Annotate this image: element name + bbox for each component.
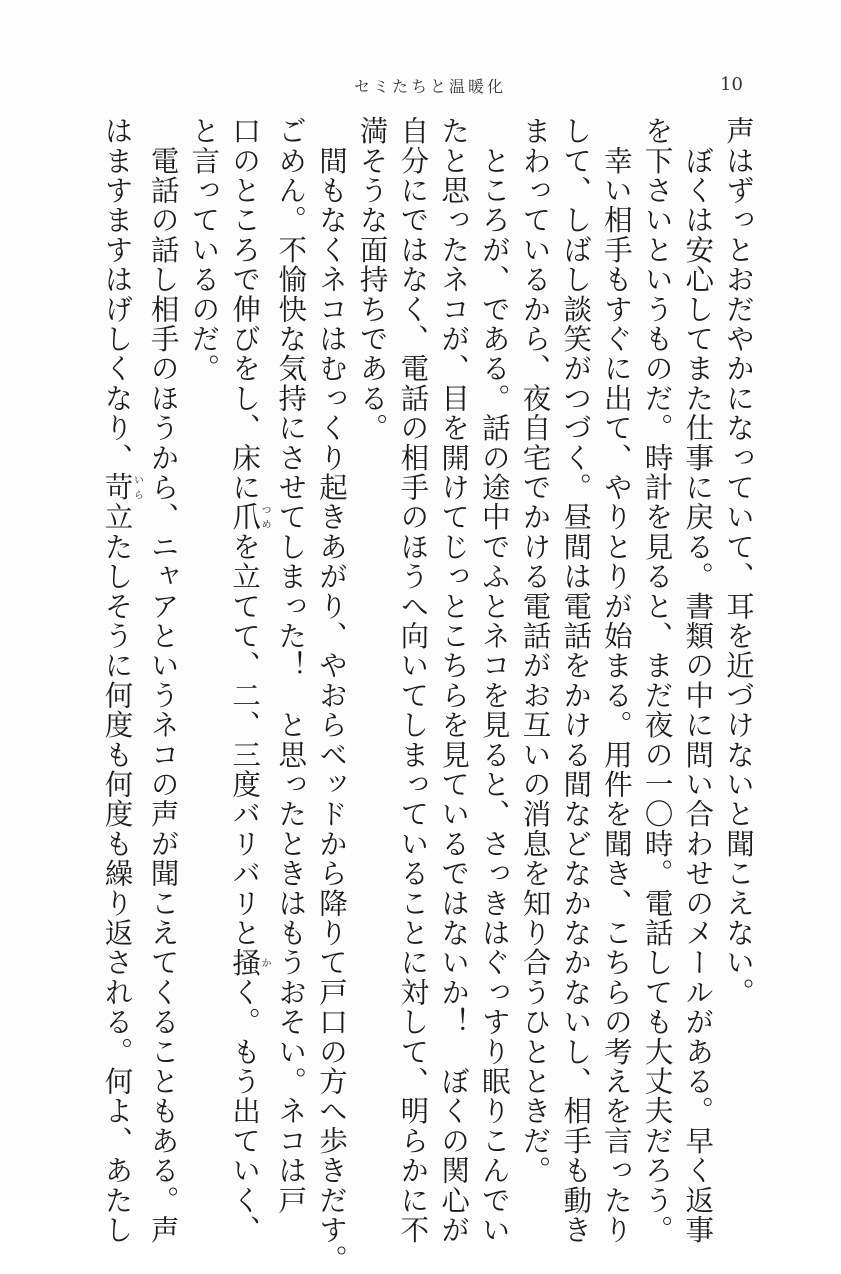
- running-head: セミたちと温暖化: [353, 77, 506, 96]
- text-segment: を立てて、二、三度バリバリと: [228, 531, 262, 948]
- text-line: [223, 116, 271, 1245]
- text-line: ごめん。不愉快な気持にさせてしまった！ と思ったときはもうおそい。ネコは戸: [274, 116, 308, 1215]
- ruby-base: 掻: [228, 947, 262, 978]
- text-segment: 立たしそうに何度も何度も繰り返される。何よ、あたし: [100, 502, 134, 1245]
- text-line: 間もなくネコはむっくり起きあがり、やおらベッドから降りて戸口の方へ歩きだす。: [314, 116, 348, 1274]
- ruby-annotation: [228, 947, 271, 978]
- ruby-reading: か: [259, 947, 271, 978]
- text-line: して、しばし談笑がつづく。昼間は電話をかける間などなかなかないし、相手も動き: [559, 116, 593, 1245]
- text-line: を下さいというものだ。時計を見ると、まだ夜の一〇時。電話しても大丈夫だろう。: [640, 116, 674, 1245]
- text-line: たと思ったネコが、目を開けてじっとこちらを見ているではないか！ ぼくの関心が: [437, 116, 471, 1245]
- text-line: ぼくは安心してまた仕事に戻る。書類の中に問い合わせのメールがある。早く返事: [681, 116, 715, 1245]
- ruby-annotation: [100, 472, 143, 503]
- text-line: [96, 116, 143, 1245]
- body-text: [100, 116, 758, 1274]
- text-line: 自分にではなく、電話の相手のほうへ向いてしまっていることに対して、明らかに不: [396, 116, 430, 1245]
- ruby-annotation: [228, 502, 271, 532]
- text-line: 声はずっとおだやかになっていて、耳を近づけないと聞こえない。: [722, 116, 755, 1007]
- text-line: まわっているから、夜自宅でかける電話がお互いの消息を知り合うひとときだ。: [518, 116, 552, 1186]
- text-segment: 口のところで伸びをし、床に: [228, 116, 262, 503]
- text-line: と言っているのだ。: [187, 116, 221, 384]
- ruby-base: 苛: [100, 472, 134, 503]
- text-line: 電話の話し相手のほうから、ニャアというネコの声が聞こえてくることもある。声: [146, 116, 180, 1245]
- text-segment: く。もう出ていく、: [228, 977, 262, 1245]
- text-line: 幸い相手もすぐに出て、やりとりが始まる。用件を聞き、こちらの考えを言ったり: [599, 116, 633, 1245]
- text-segment: はますますはげしくなり、: [100, 116, 134, 473]
- ruby-reading: つめ: [259, 502, 271, 532]
- text-line: 満そうな面持ちである。: [355, 116, 389, 443]
- ruby-reading: いら: [131, 472, 143, 503]
- page-number: 10: [720, 74, 743, 95]
- ruby-base: 爪: [228, 502, 262, 532]
- text-line: ところが、である。話の途中でふとネコを見ると、さっきはぐっすり眠りこんでい: [477, 116, 511, 1245]
